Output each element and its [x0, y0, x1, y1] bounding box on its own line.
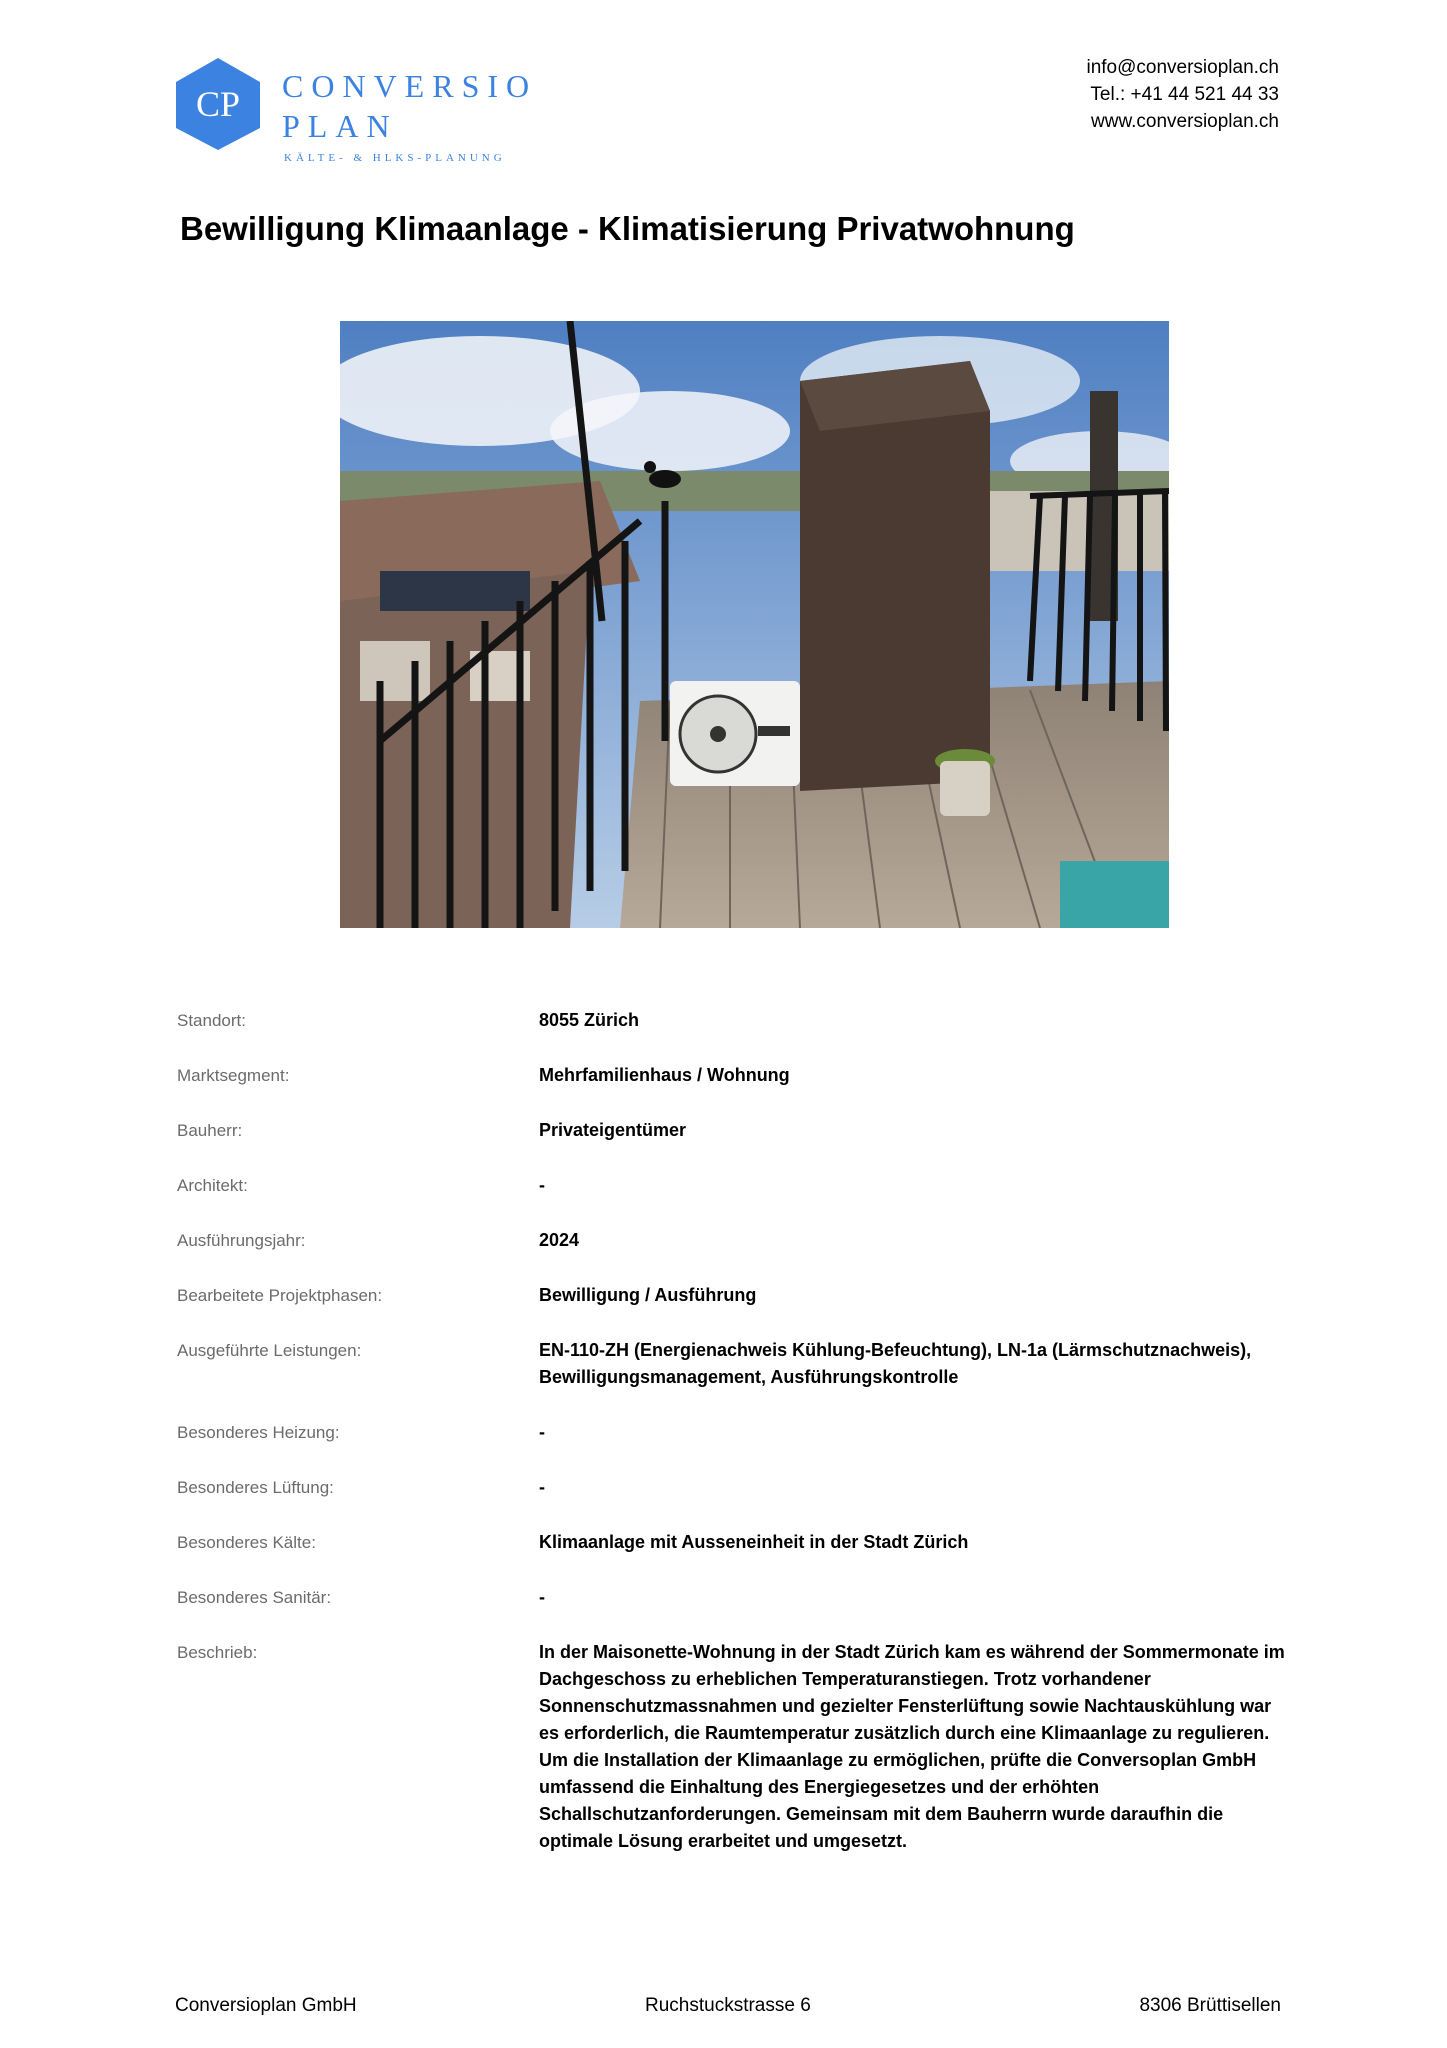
logo-monogram: CP — [195, 84, 241, 124]
page-title: Bewilligung Klimaanlage - Klimatisierung Privatwohnung — [180, 210, 1075, 247]
fact-label: Ausgeführte Leistungen: — [177, 1341, 362, 1360]
fact-value: Privateigentümer — [539, 1120, 687, 1140]
fact-value: Klimaanlage mit Ausseneinheit in der Stadt Zürich — [539, 1532, 969, 1552]
fact-row-architekt — [177, 1172, 1287, 1199]
fact-value: Bewilligung / Ausführung — [539, 1285, 757, 1305]
fact-value: - — [539, 1587, 545, 1607]
fact-label: Besonderes Lüftung: — [177, 1478, 334, 1497]
fact-row-lueftung — [177, 1474, 1287, 1501]
fact-value: 8055 Zürich — [539, 1010, 640, 1030]
fact-label: Beschrieb: — [177, 1643, 258, 1662]
footer-street: Ruchstuckstrasse 6 — [645, 1995, 811, 2016]
fact-label: Besonderes Sanitär: — [177, 1588, 332, 1607]
fact-value: 2024 — [539, 1230, 580, 1250]
project-facts — [177, 1007, 1287, 1855]
contact-website[interactable]: www.conversioplan.ch — [1091, 111, 1279, 132]
footer-city: 8306 Brüttisellen — [1139, 1995, 1281, 2016]
fact-value-description: In der Maisonette-Wohnung in der Stadt Zürich kam es während der Sommermonate im Dachgeschoss zu erheblichen Temperaturanstiegen. Trotz vorhandener Sonnenschutzmassnahmen und gezielter Fensterlüftung sowie Nachtauskühlung war es erforderlich, die Raumtemperatur zusätzlich durch eine Klimaanlage zu regulieren. Um die Installation der Klimaanlage zu ermöglichen, prüfte die Conversoplan GmbH umfassend die Einhaltung des Energiegesetzes und der erhöhten Schallschutzanforderungen. Gemeinsam mit dem Bauherrn wurde daraufhin die optimale Lösung erarbeitet und umgesetzt. — [539, 1642, 1285, 1851]
logo-name-line2: PLAN — [282, 108, 398, 144]
fact-label: Marktsegment: — [177, 1066, 290, 1085]
fact-row-ausfuehrungsjahr — [177, 1227, 1287, 1254]
fact-label: Besonderes Kälte: — [177, 1533, 316, 1552]
footer-company: Conversioplan GmbH — [175, 1995, 357, 2016]
fact-label: Bauherr: — [177, 1121, 243, 1140]
logo-name-line1: CONVERSIO — [282, 68, 538, 104]
logo-wordmark — [282, 66, 537, 146]
fact-value: EN-110-ZH (Energienachweis Kühlung-Befeuchtung), LN-1a (Lärmschutznachweis), Bewilligungsmanagement, Ausführungskontrolle — [539, 1340, 1252, 1387]
fact-row-kaelte — [177, 1529, 1287, 1556]
fact-row-standort — [177, 1007, 1287, 1034]
fact-value: - — [539, 1175, 545, 1195]
rooftop-ac-illustration — [340, 321, 1169, 928]
fact-row-heizung — [177, 1419, 1287, 1446]
project-photo — [340, 321, 1169, 928]
fact-row-leistungen — [177, 1337, 1287, 1391]
fact-value: Mehrfamilienhaus / Wohnung — [539, 1065, 790, 1085]
fact-label: Ausführungsjahr: — [177, 1231, 306, 1250]
fact-value: - — [539, 1477, 545, 1497]
fact-row-projektphasen — [177, 1282, 1287, 1309]
contact-email[interactable]: info@conversioplan.ch — [1086, 57, 1279, 78]
fact-label: Architekt: — [177, 1176, 248, 1195]
fact-label: Besonderes Heizung: — [177, 1423, 340, 1442]
fact-label: Standort: — [177, 1011, 246, 1030]
logo-tagline: KÄLTE- & HLKS-PLANUNG — [284, 152, 506, 164]
contact-block — [1086, 54, 1279, 135]
fact-value: - — [539, 1422, 545, 1442]
fact-row-bauherr — [177, 1117, 1287, 1144]
contact-phone[interactable]: Tel.: +41 44 521 44 33 — [1090, 84, 1279, 105]
fact-label: Bearbeitete Projektphasen: — [177, 1286, 383, 1305]
fact-row-sanitaer — [177, 1584, 1287, 1611]
fact-row-beschrieb — [177, 1639, 1287, 1855]
fact-row-marktsegment — [177, 1062, 1287, 1089]
company-logo — [174, 56, 538, 176]
